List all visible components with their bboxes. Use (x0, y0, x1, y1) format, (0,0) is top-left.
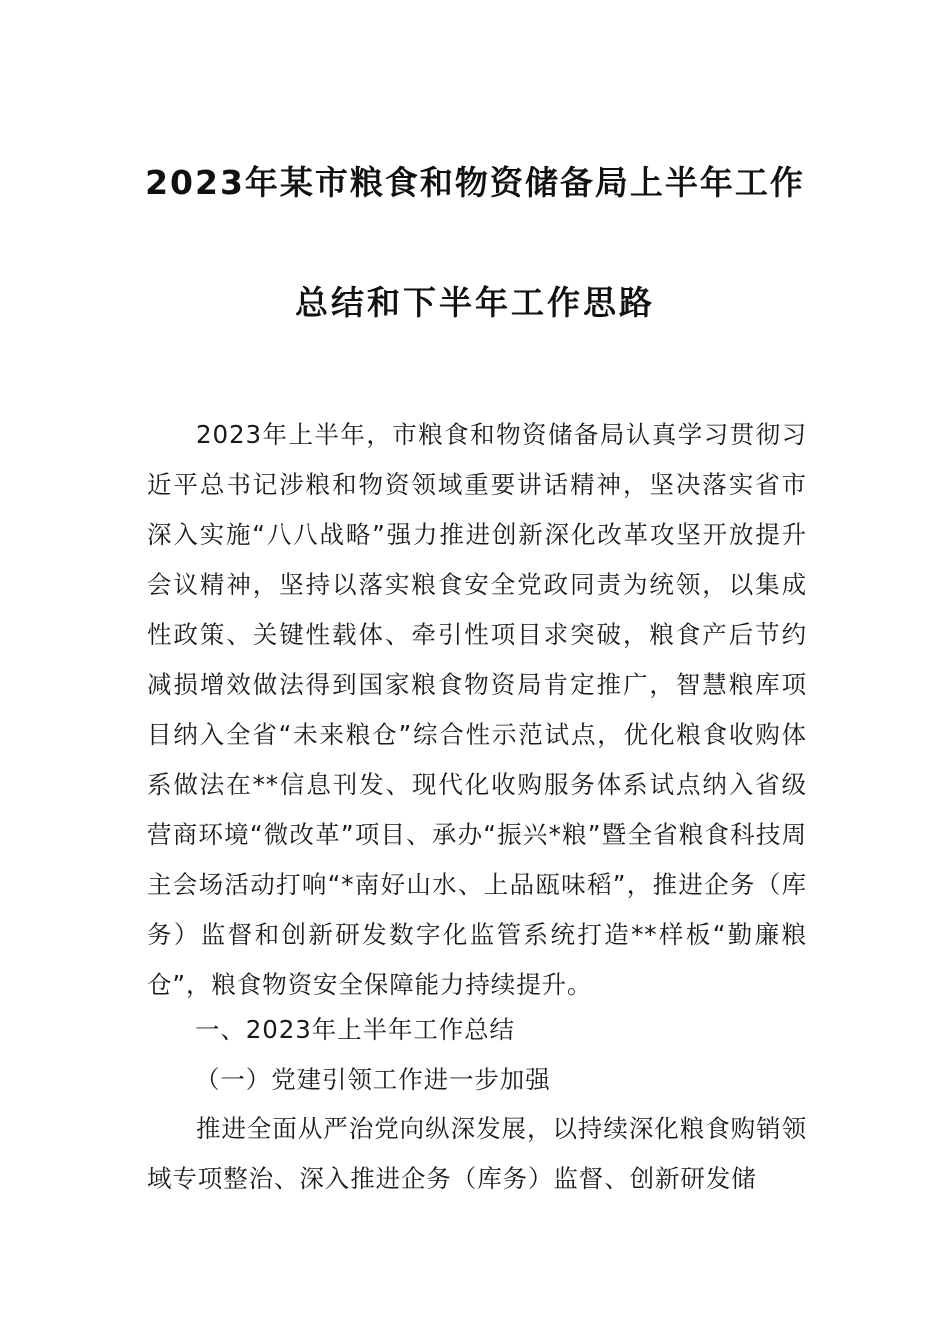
document-title-line-1: 2023年某市粮食和物资储备局上半年工作 (145, 163, 805, 202)
document-title-line-2: 总结和下半年工作思路 (295, 283, 655, 322)
subsection-heading: （一）党建引领工作进一步加强 (195, 1065, 551, 1094)
section-heading: 一、2023年上半年工作总结 (195, 1015, 515, 1044)
intro-paragraph: 2023年上半年，市粮食和物资储备局认真学习贯彻习近平总书记涉粮和物资领域重要讲话精神，坚决落实省市深入实施“八八战略”强力推进创新深化改革攻坚开放提升会议精神，坚持以落实粮食安全党政同责为统领，以集成性政策、关键性载体、牵引性项目求突破，粮食产后节约减损增效做法得到国家粮食物资局肯定推广，智慧粮库项目纳入全省“未来粮仓”综合性示范试点，优化粮食收购体系做法在**信息刊发、现代化收购服务体系试点纳入省级营商环境“微改革”项目、承办“振兴*粮”暨全省粮食科技周主会场活动打响“*南好山水、上品瓯味稻”，推进企务（库务）监督和创新研发数字化监管系统打造**样板“勤廉粮仓”，粮食物资安全保障能力持续提升。 (147, 420, 807, 999)
subsection-paragraph: 推进全面从严治党向纵深发展，以持续深化粮食购销领域专项整治、深入推进企务（库务）监督、创新研发储 (147, 1114, 807, 1193)
